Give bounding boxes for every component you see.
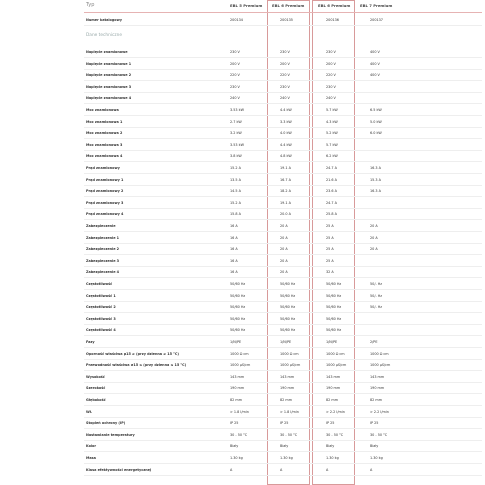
- type-label: Typ: [86, 2, 95, 8]
- row-value-4: 6.0 kW: [370, 131, 382, 136]
- row-value-1: 50/60 Hz: [230, 305, 246, 310]
- row-value-3: 200136: [326, 18, 339, 22]
- row-value-3: 190 mm: [326, 386, 341, 391]
- row-label: Fazy: [86, 340, 95, 344]
- row-value-4: 6.5 kW: [370, 108, 382, 112]
- row-value-4: 400 V: [370, 61, 380, 66]
- row-value-2: 50/60 Hz: [280, 282, 296, 286]
- row-value-3: 5.7 kW: [326, 108, 338, 112]
- row-value-2: 1000 µS/cm: [280, 363, 301, 368]
- row-value-1: 15.8 A: [230, 212, 241, 217]
- row-value-4: 20 A: [370, 247, 378, 252]
- row-value-3: 21.6 A: [326, 177, 337, 182]
- row-label: Prąd znamionowy 1: [86, 177, 124, 182]
- row-value-3: 30 - 50 °C: [326, 432, 344, 437]
- row-label: Moc znamionowa: [86, 108, 119, 112]
- row-value-1: 230 V: [230, 50, 240, 54]
- row-value-3: 50/60 Hz: [326, 305, 342, 310]
- row-value-3: 230 V: [326, 50, 336, 54]
- row-value-4: 50/- Hz: [370, 293, 383, 298]
- row-value-3: A: [326, 467, 329, 472]
- row-divider: [84, 25, 482, 26]
- row-value-2: 20 A: [280, 235, 288, 240]
- row-value-1: 50/60 Hz: [230, 328, 246, 333]
- row-value-1: 230 V: [230, 84, 240, 89]
- row-value-1: 50/60 Hz: [230, 293, 246, 298]
- row-value-2: 50/60 Hz: [280, 305, 296, 310]
- product-header-3: EBL 6 Premium: [318, 3, 351, 8]
- row-label: Częstotliwość 1: [86, 293, 116, 298]
- row-value-4: 16.3 A: [370, 166, 381, 170]
- row-value-1: 16 A: [230, 247, 238, 252]
- row-value-4: 5.0 kW: [370, 119, 382, 124]
- row-value-2: 50/60 Hz: [280, 293, 296, 298]
- row-value-2: 230 V: [280, 50, 290, 54]
- row-value-2: 50/60 Hz: [280, 328, 296, 333]
- row-value-2: 3.3 kW: [280, 119, 292, 124]
- row-label: Zabezpieczenie: [86, 224, 116, 228]
- row-value-3: 5.7 kW: [326, 142, 338, 147]
- row-value-3: 25 A: [326, 235, 334, 240]
- row-value-2: 4.4 kW: [280, 108, 292, 112]
- row-value-2: 143 mm: [280, 374, 295, 379]
- row-value-1: 1/N/PE: [230, 340, 242, 344]
- row-value-4: IP 25: [370, 421, 379, 426]
- row-value-3: 1.30 kg: [326, 456, 339, 460]
- row-label: Prąd znamionowy 2: [86, 189, 124, 194]
- product-header-4: EBL 7 Premium: [360, 3, 393, 8]
- row-value-3: 1000 µS/cm: [326, 363, 347, 368]
- row-value-4: 1000 Ω cm: [370, 351, 389, 356]
- row-label: Moc znamionowa 1: [86, 119, 123, 124]
- header-divider: [84, 12, 482, 13]
- row-value-1: 3.53 kW: [230, 142, 244, 147]
- row-value-1: 16 A: [230, 235, 238, 240]
- row-label: Wł.: [86, 409, 93, 414]
- row-value-4: 15.3 A: [370, 177, 381, 182]
- row-divider: [84, 475, 482, 476]
- row-value-4: 50/- Hz: [370, 305, 383, 310]
- row-value-2: 4.8 kW: [280, 154, 292, 159]
- row-label: Częstotliwość 4: [86, 328, 116, 333]
- row-value-3: > 2.2 l/min: [326, 409, 345, 414]
- row-value-1: 13.5 A: [230, 177, 241, 182]
- row-value-3: 25 A: [326, 247, 334, 252]
- row-value-1: 3.8 kW: [230, 154, 242, 159]
- section-title: Dane techniczne: [86, 33, 122, 38]
- row-value-3: 32 A: [326, 270, 334, 275]
- row-value-3: 25.8 A: [326, 212, 337, 217]
- product-header-1: EBL 5 Premium: [230, 3, 263, 8]
- row-label: Moc znamionowa 2: [86, 131, 123, 136]
- row-value-1: Biały: [230, 444, 239, 449]
- row-value-2: 18.2 A: [280, 189, 291, 194]
- row-value-1: 50/60 Hz: [230, 316, 246, 321]
- row-value-1: 16 A: [230, 270, 238, 275]
- row-value-2: 1000 Ω cm: [280, 351, 299, 356]
- row-value-3: 82 mm: [326, 398, 338, 402]
- row-value-2: 19.1 A: [280, 166, 291, 170]
- row-value-2: 19.1 A: [280, 200, 291, 205]
- row-value-1: IP 25: [230, 421, 239, 426]
- row-value-3: 6.2 kW: [326, 154, 338, 159]
- row-value-2: IP 25: [280, 421, 289, 426]
- row-value-2: 4.4 kW: [280, 142, 292, 147]
- row-value-2: 220 V: [280, 73, 290, 78]
- row-label: Wysokość: [86, 374, 105, 379]
- row-value-3: 240 V: [326, 96, 336, 101]
- row-value-3: Biały: [326, 444, 335, 449]
- row-value-2: 82 mm: [280, 398, 292, 402]
- row-value-1: 240 V: [230, 96, 240, 101]
- row-label: Numer katalogowy: [86, 18, 122, 22]
- row-value-4: 1000 µS/cm: [370, 363, 391, 368]
- row-value-1: 15.2 A: [230, 166, 241, 170]
- row-value-4: 20 A: [370, 235, 378, 240]
- row-label: Oporność właściwa ρ15 ≥ (przy dzienna ≥ 15 °C): [86, 351, 179, 356]
- row-value-2: 20 A: [280, 270, 288, 275]
- row-value-3: 4.3 kW: [326, 119, 338, 124]
- row-value-1: > 1.8 l/min: [230, 409, 249, 414]
- row-value-2: 190 mm: [280, 386, 295, 391]
- row-value-4: 50/- Hz: [370, 282, 383, 286]
- row-value-3: 50/60 Hz: [326, 316, 342, 321]
- row-value-2: A: [280, 467, 283, 472]
- row-label: Prąd znamionowy 3: [86, 200, 124, 205]
- row-value-1: A: [230, 467, 233, 472]
- row-value-4: 200137: [370, 18, 383, 22]
- row-label: Klasa efektywności energetycznej: [86, 467, 152, 472]
- row-value-3: 50/60 Hz: [326, 282, 342, 286]
- row-label: Prąd znamionowy 4: [86, 212, 124, 217]
- row-label: Nastawianie temperatury: [86, 432, 135, 437]
- row-label: Napięcie znamionowe 4: [86, 96, 132, 101]
- row-value-3: 23.6 A: [326, 189, 337, 194]
- row-value-1: 82 mm: [230, 398, 242, 402]
- row-value-4: 400 V: [370, 50, 380, 54]
- row-value-2: 20 A: [280, 224, 288, 228]
- row-value-1: 1000 Ω cm: [230, 351, 249, 356]
- row-value-2: 50/60 Hz: [280, 316, 296, 321]
- row-label: Prąd znamionowy: [86, 166, 120, 170]
- row-value-1: 3.53 kW: [230, 108, 244, 112]
- row-value-1: 15.2 A: [230, 200, 241, 205]
- row-value-1: 220 V: [230, 73, 240, 78]
- row-label: Zabezpieczenie 2: [86, 247, 120, 252]
- row-value-2: 240 V: [280, 96, 290, 101]
- row-value-2: 200 V: [280, 61, 290, 66]
- row-value-4: 143 mm: [370, 374, 385, 379]
- row-value-4: A: [370, 467, 373, 472]
- row-value-1: 30 - 50 °C: [230, 432, 248, 437]
- row-value-4: 16.3 A: [370, 189, 381, 194]
- row-value-1: 200 V: [230, 61, 240, 66]
- row-value-1: 190 mm: [230, 386, 245, 391]
- row-label: Częstotliwość 3: [86, 316, 116, 321]
- row-value-1: 3.2 kW: [230, 131, 242, 136]
- row-value-2: 20 A: [280, 247, 288, 252]
- row-value-4: 20 A: [370, 224, 378, 228]
- row-value-2: Biały: [280, 444, 289, 449]
- product-header-2: EBL 6 Premium: [272, 3, 305, 8]
- row-label: Moc znamionowa 4: [86, 154, 123, 159]
- row-value-1: 1.30 kg: [230, 456, 243, 460]
- row-label: Zabezpieczenie 3: [86, 258, 120, 263]
- row-value-3: 50/60 Hz: [326, 328, 342, 333]
- row-value-4: 190 mm: [370, 386, 385, 391]
- row-label: Częstotliwość: [86, 282, 113, 286]
- row-value-1: 16 A: [230, 258, 238, 263]
- row-label: Przewodność właściwa σ15 ≤ (przy dzienna ≤ 15 °C): [86, 363, 187, 368]
- row-value-1: 14.5 A: [230, 189, 241, 194]
- row-value-4: 2/PE: [370, 340, 378, 344]
- row-value-3: 5.2 kW: [326, 131, 338, 136]
- row-value-2: 30 - 50 °C: [280, 432, 298, 437]
- row-value-1: 1000 µS/cm: [230, 363, 251, 368]
- row-value-3: 200 V: [326, 61, 336, 66]
- row-label: Masa: [86, 456, 96, 460]
- row-value-1: 16 A: [230, 224, 238, 228]
- row-value-2: 20 A: [280, 258, 288, 263]
- row-label: Napięcie znamionowe 1: [86, 61, 132, 66]
- row-label: Napięcie znamionowe 2: [86, 73, 132, 78]
- row-value-2: > 1.8 l/min: [280, 409, 299, 414]
- row-value-4: > 2.2 l/min: [370, 409, 389, 414]
- row-value-3: 1/N/PE: [326, 340, 338, 344]
- row-label: Głębokość: [86, 398, 106, 402]
- row-label: Częstotliwość 2: [86, 305, 116, 310]
- row-value-3: 24.7 A: [326, 200, 337, 205]
- row-value-3: 50/60 Hz: [326, 293, 342, 298]
- row-value-1: 200134: [230, 18, 243, 22]
- row-label: Napięcie znamionowe: [86, 50, 128, 54]
- row-value-2: 20.0 A: [280, 212, 291, 217]
- row-label: Napięcie znamionowe 3: [86, 84, 132, 89]
- row-value-2: 1/N/PE: [280, 340, 292, 344]
- row-value-3: 24.7 A: [326, 166, 337, 170]
- row-label: Kolor: [86, 444, 97, 449]
- row-value-1: 2.7 kW: [230, 119, 242, 124]
- row-value-1: 143 mm: [230, 374, 245, 379]
- row-value-4: 400 V: [370, 73, 380, 78]
- row-value-4: 1.30 kg: [370, 456, 383, 460]
- row-value-2: 200135: [280, 18, 293, 22]
- row-value-1: 50/60 Hz: [230, 282, 246, 286]
- row-value-3: 1000 Ω cm: [326, 351, 345, 356]
- row-value-2: 4.0 kW: [280, 131, 292, 136]
- row-label: Zabezpieczenie 1: [86, 235, 120, 240]
- row-value-2: 1.30 kg: [280, 456, 293, 460]
- row-value-2: 230 V: [280, 84, 290, 89]
- row-value-4: 82 mm: [370, 398, 382, 402]
- row-value-3: 143 mm: [326, 374, 341, 379]
- row-value-4: Biały: [370, 444, 379, 449]
- row-value-3: 220 V: [326, 73, 336, 78]
- row-value-3: IP 25: [326, 421, 335, 426]
- row-value-3: 25 A: [326, 224, 334, 228]
- row-label: Szerokość: [86, 386, 106, 391]
- row-value-3: 230 V: [326, 84, 336, 89]
- row-label: Moc znamionowa 3: [86, 142, 123, 147]
- row-label: Stopień ochrony (IP): [86, 421, 126, 426]
- row-label: Zabezpieczenie 4: [86, 270, 120, 275]
- row-value-3: 25 A: [326, 258, 334, 263]
- row-value-2: 16.7 A: [280, 177, 291, 182]
- row-value-4: 30 - 50 °C: [370, 432, 388, 437]
